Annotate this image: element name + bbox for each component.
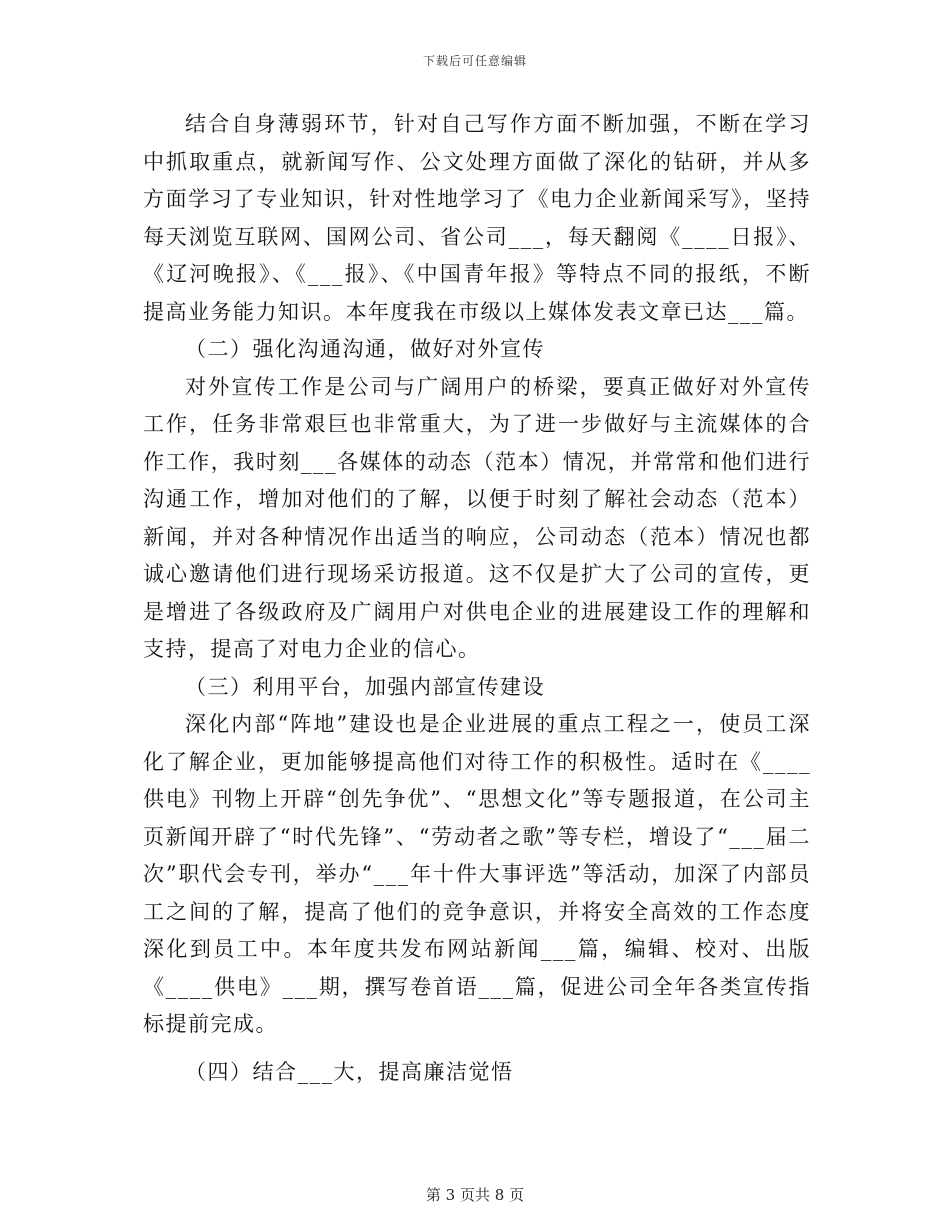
section-heading: （四）结合___大，提高廉洁觉悟: [185, 1059, 514, 1084]
body-paragraph: 深化内部“阵地”建设也是企业进展的重点工程之一，使员工深化了解企业，更加能够提高他们对待工作的积极性。适时在《____供电》刊物上开辟“创先争优”、“思想文化”等专题报道，在公司主页新闻开辟了“时代先锋”、“劳动者之歌”等专栏，增设了“___届二次”职代会专刊，举办“___年十件大事评选”等活动，加深了内部员工之间的了解，提高了他们的竞争意识，并将安全高效的工作态度深化到员工中。本年度共发布网站新闻___篇，编辑、校对、出版《____供电》___期，撰写卷首语___篇，促进公司全年各类宣传指标提前完成。: [143, 712, 811, 1036]
document-body: [143, 106, 811, 1091]
page-header: 下载后可任意编辑: [422, 54, 527, 68]
section-heading: （二）强化沟通沟通，做好对外宣传: [185, 337, 545, 361]
body-paragraph: 结合自身薄弱环节，针对自己写作方面不断加强，不断在学习中抓取重点，就新闻写作、公文处理方面做了深化的钻研，并从多方面学习了专业知识，针对性地学习了《电力企业新闻采写》，坚持每天浏览互联网、国网公司、省公司___，每天翻阅《____日报》、《辽河晚报》、《___报》、《中国青年报》等特点不同的报纸，不断提高业务能力知识。本年度我在市级以上媒体发表文章已达___篇。: [143, 112, 811, 324]
body-paragraph: 对外宣传工作是公司与广阔用户的桥梁，要真正做好对外宣传工作，任务非常艰巨也非常重大，为了进一步做好与主流媒体的合作工作，我时刻___各媒体的动态（范本）情况，并常常和他们进行沟通工作，增加对他们的了解，以便于时刻了解社会动态（范本）新闻，并对各种情况作出适当的响应，公司动态（范本）情况也都诚心邀请他们进行现场采访报道。这不仅是扩大了公司的宣传，更是增进了各级政府及广阔用户对供电企业的进展建设工作的理解和支持，提高了对电力企业的信心。: [143, 374, 811, 661]
section-heading: （三）利用平台，加强内部宣传建设: [185, 674, 545, 699]
page-number: 第 3 页共 8 页: [425, 1186, 525, 1204]
